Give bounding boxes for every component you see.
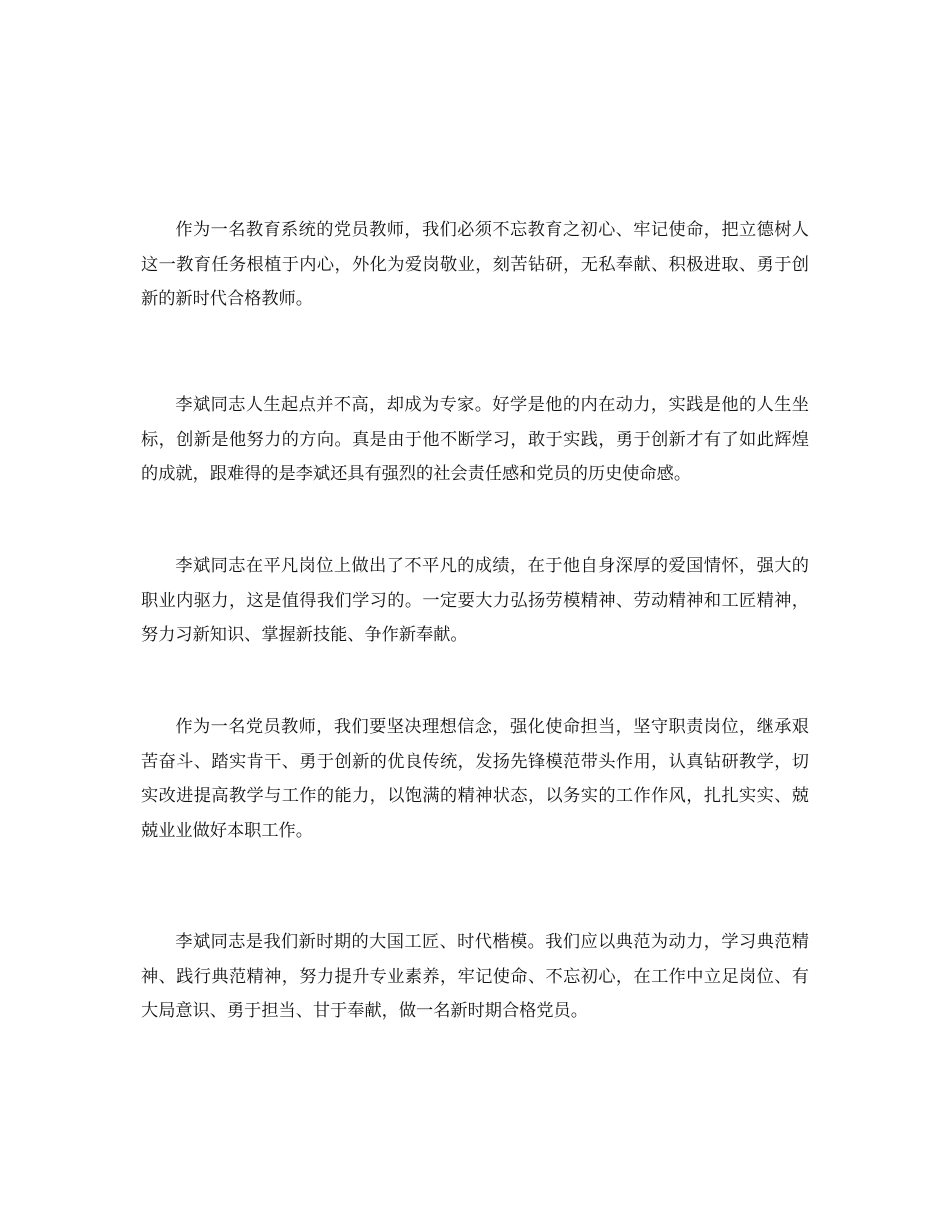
paragraph-1: 作为一名教育系统的党员教师，我们必须不忘教育之初心、牢记使命，把立德树人这一教育任务根植于内心，外化为爱岗敬业，刻苦钻研，无私奉献、积极进取、勇于创新的新时代合格教师。: [141, 220, 809, 309]
paragraph-5: 李斌同志是我们新时期的大国工匠、时代楷模。我们应以典范为动力，学习典范精神、践行典范精神，努力提升专业素养，牢记使命、不忘初心，在工作中立足岗位、有大局意识、勇于担当、甘于奉献，做一名新时期合格党员。: [141, 932, 809, 1021]
paragraph-3: 李斌同志在平凡岗位上做出了不平凡的成绩，在于他自身深厚的爱国情怀，强大的职业内驱力，这是值得我们学习的。一定要大力弘扬劳模精神、劳动精神和工匠精神，努力习新知识、掌握新技能、争作新奉献。: [141, 556, 809, 645]
paragraph-4: 作为一名党员教师，我们要坚决理想信念，强化使命担当，坚守职责岗位，继承艰苦奋斗、踏实肯干、勇于创新的优良传统，发扬先锋模范带头作用，认真钻研教学，切实改进提高教学与工作的能力，以饱满的精神状态，以务实的工作作风，扎扎实实、兢兢业业做好本职工作。: [141, 717, 809, 841]
paragraph-2: 李斌同志人生起点并不高，却成为专家。好学是他的内在动力，实践是他的人生坐标，创新是他努力的方向。真是由于他不断学习，敢于实践，勇于创新才有了如此辉煌的成就，跟难得的是李斌还具有强烈的社会责任感和党员的历史使命感。: [141, 395, 809, 484]
